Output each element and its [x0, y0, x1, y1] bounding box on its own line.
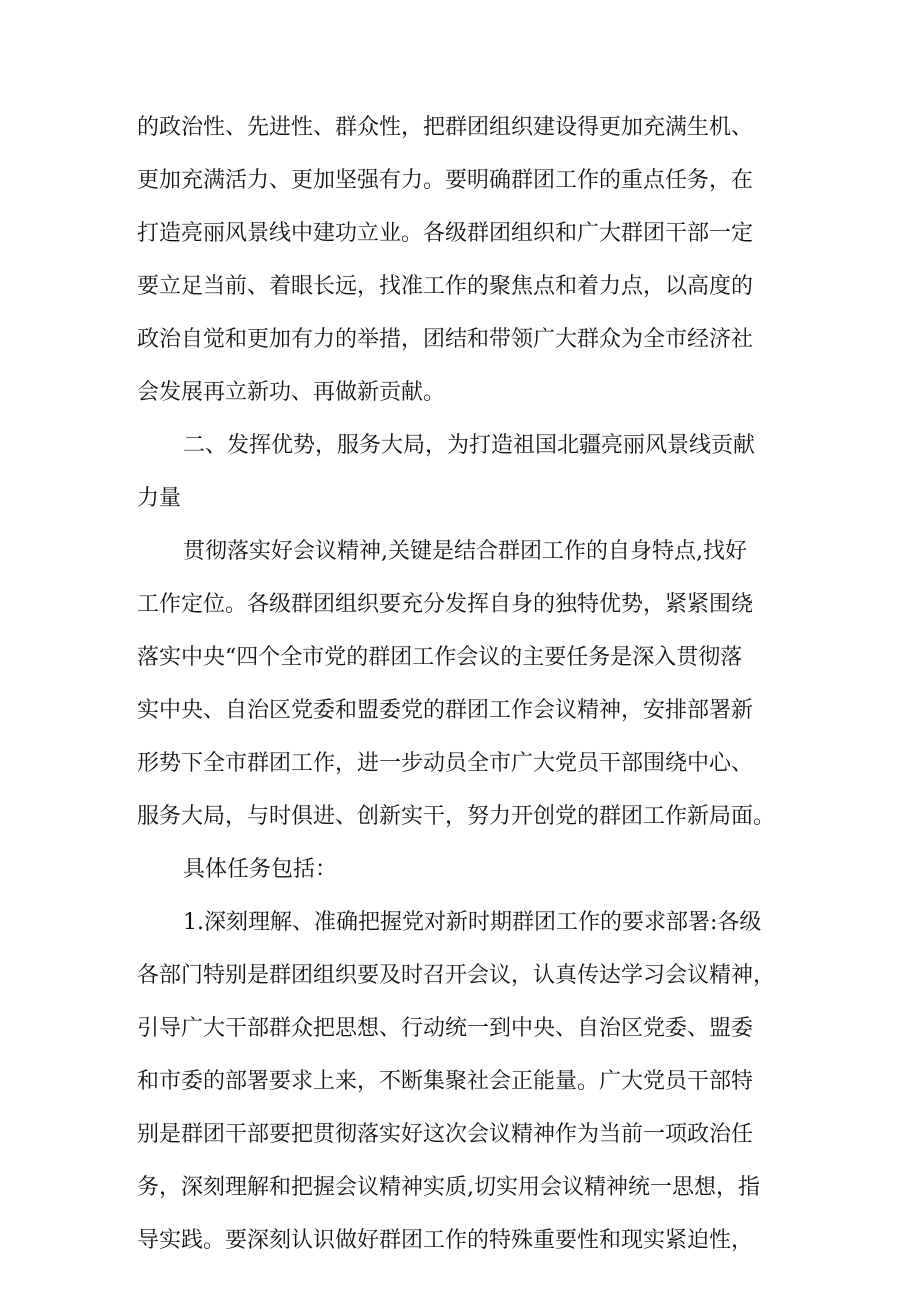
- text-line: 打造亮丽风景线中建功立业。各级群团组织和广大群团干部一定: [137, 221, 754, 246]
- text-line: 导实践。要深刻认识做好群团工作的特殊重要性和现实紧迫性，: [137, 1228, 754, 1253]
- text-line: 形势下全市群团工作，进一步动员全市广大党员干部围绕中心、: [137, 751, 754, 776]
- text-line: 的政治性、先进性、群众性，把群团组织建设得更加充满生机、: [137, 115, 754, 140]
- text-line: 贯彻落实好会议精神,关键是结合群团工作的自身特点,找好: [183, 539, 747, 564]
- text-line: 更加充满活力、更加坚强有力。要明确群团工作的重点任务，在: [137, 168, 754, 193]
- text-line: 会发展再立新功、再做新贡献。: [137, 380, 446, 405]
- text-line: 别是群团干部要把贯彻落实好这次会议精神作为当前一项政治任: [137, 1122, 754, 1147]
- list-item-line: 1.深刻理解、准确把握党对新时期群团工作的要求部署:各级: [183, 910, 762, 935]
- text-line: 各部门特别是群团组织要及时召开会议，认真传达学习会议精神，: [137, 963, 776, 988]
- text-line: 要立足当前、着眼长远，找准工作的聚焦点和着力点，以高度的: [137, 274, 754, 299]
- text-line: 和市委的部署要求上来，不断集聚社会正能量。广大党员干部特: [137, 1069, 754, 1094]
- text-line: 具体任务包括：: [183, 857, 338, 882]
- section-heading-line: 力量: [137, 486, 182, 511]
- text-line: 落实中央“四个全市党的群团工作会议的主要任务是深入贯彻落: [137, 645, 743, 670]
- text-line: 工作定位。各级群团组织要充分发挥自身的独特优势，紧紧围绕: [137, 592, 754, 617]
- text-line: 政治自觉和更加有力的举措，团结和带领广大群众为全市经济社: [137, 327, 754, 352]
- text-line: 服务大局，与时俱进、创新实干，努力开创党的群团工作新局面。: [137, 804, 776, 829]
- text-line: 实中央、自治区党委和盟委党的群团工作会议精神，安排部署新: [137, 698, 754, 723]
- section-heading-line: 二、发挥优势，服务大局，为打造祖国北疆亮丽风景线贡献: [183, 433, 756, 458]
- text-line: 引导广大干部群众把思想、行动统一到中央、自治区党委、盟委: [137, 1016, 754, 1041]
- text-line: 务，深刻理解和把握会议精神实质,切实用会议精神统一思想，指: [137, 1175, 760, 1200]
